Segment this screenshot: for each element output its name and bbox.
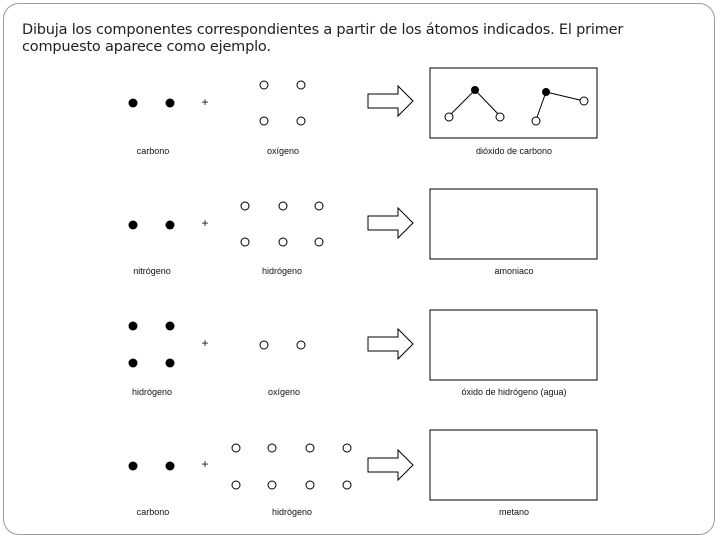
empty-atom	[315, 202, 323, 210]
filled-atom	[129, 99, 138, 108]
filled-atom	[542, 88, 550, 96]
plus-sign: +	[201, 457, 209, 471]
filled-atom	[166, 462, 175, 471]
product-label: metano	[498, 507, 530, 517]
instruction-text: Dibuja los componentes correspondientes a partir de los átomos indicados. El primer compuesto aparece como ejemplo.	[22, 22, 624, 55]
arrow-icon	[368, 450, 413, 480]
empty-atom	[268, 481, 276, 489]
left-atom-label: carbono	[136, 507, 170, 517]
empty-atom	[268, 444, 276, 452]
empty-atom	[260, 341, 268, 349]
empty-atom	[279, 238, 287, 246]
empty-atom	[260, 81, 268, 89]
plus-sign: +	[201, 216, 209, 230]
product-label: amoniaco	[494, 266, 534, 276]
row-4-atoms	[129, 444, 352, 489]
product-label: dióxido de carbono	[475, 146, 553, 156]
empty-atom	[306, 481, 314, 489]
filled-atom	[129, 221, 138, 230]
empty-atom	[279, 202, 287, 210]
empty-atom	[315, 238, 323, 246]
arrow-icon	[368, 208, 413, 238]
left-atom-label: nitrógeno	[133, 266, 171, 276]
empty-atom	[306, 444, 314, 452]
filled-atom	[471, 86, 479, 94]
empty-atom	[445, 113, 453, 121]
right-atom-label: oxígeno	[267, 387, 301, 397]
row-2-atoms	[129, 202, 324, 246]
right-atom-label: hidrógeno	[271, 507, 313, 517]
empty-atom	[496, 113, 504, 121]
empty-atom	[241, 238, 249, 246]
filled-atom	[166, 359, 175, 368]
filled-atom	[129, 462, 138, 471]
filled-atom	[166, 322, 175, 331]
empty-atom	[343, 481, 351, 489]
empty-atom	[232, 444, 240, 452]
empty-atom	[260, 117, 268, 125]
arrow-icon	[368, 329, 413, 359]
plus-sign: +	[201, 95, 209, 109]
left-atom-label: carbono	[136, 146, 170, 156]
right-atom-label: hidrógeno	[261, 266, 303, 276]
right-atom-label: oxígeno	[266, 146, 300, 156]
empty-atom	[241, 202, 249, 210]
answer-box	[430, 310, 597, 380]
arrow-icon	[368, 86, 413, 116]
filled-atom	[166, 99, 175, 108]
row-3-atoms	[129, 322, 306, 368]
empty-atom	[297, 341, 305, 349]
filled-atom	[129, 359, 138, 368]
empty-atom	[532, 117, 540, 125]
empty-atom	[297, 117, 305, 125]
answer-box	[430, 68, 597, 138]
answer-box	[430, 189, 597, 259]
plus-sign: +	[201, 336, 209, 350]
empty-atom	[232, 481, 240, 489]
answer-box	[430, 430, 597, 500]
empty-atom	[343, 444, 351, 452]
filled-atom	[166, 221, 175, 230]
row-1-atoms	[129, 81, 306, 125]
empty-atom	[580, 97, 588, 105]
left-atom-label: hidrógeno	[131, 387, 173, 397]
product-label: óxido de hidrógeno (agua)	[461, 387, 567, 397]
empty-atom	[297, 81, 305, 89]
filled-atom	[129, 322, 138, 331]
